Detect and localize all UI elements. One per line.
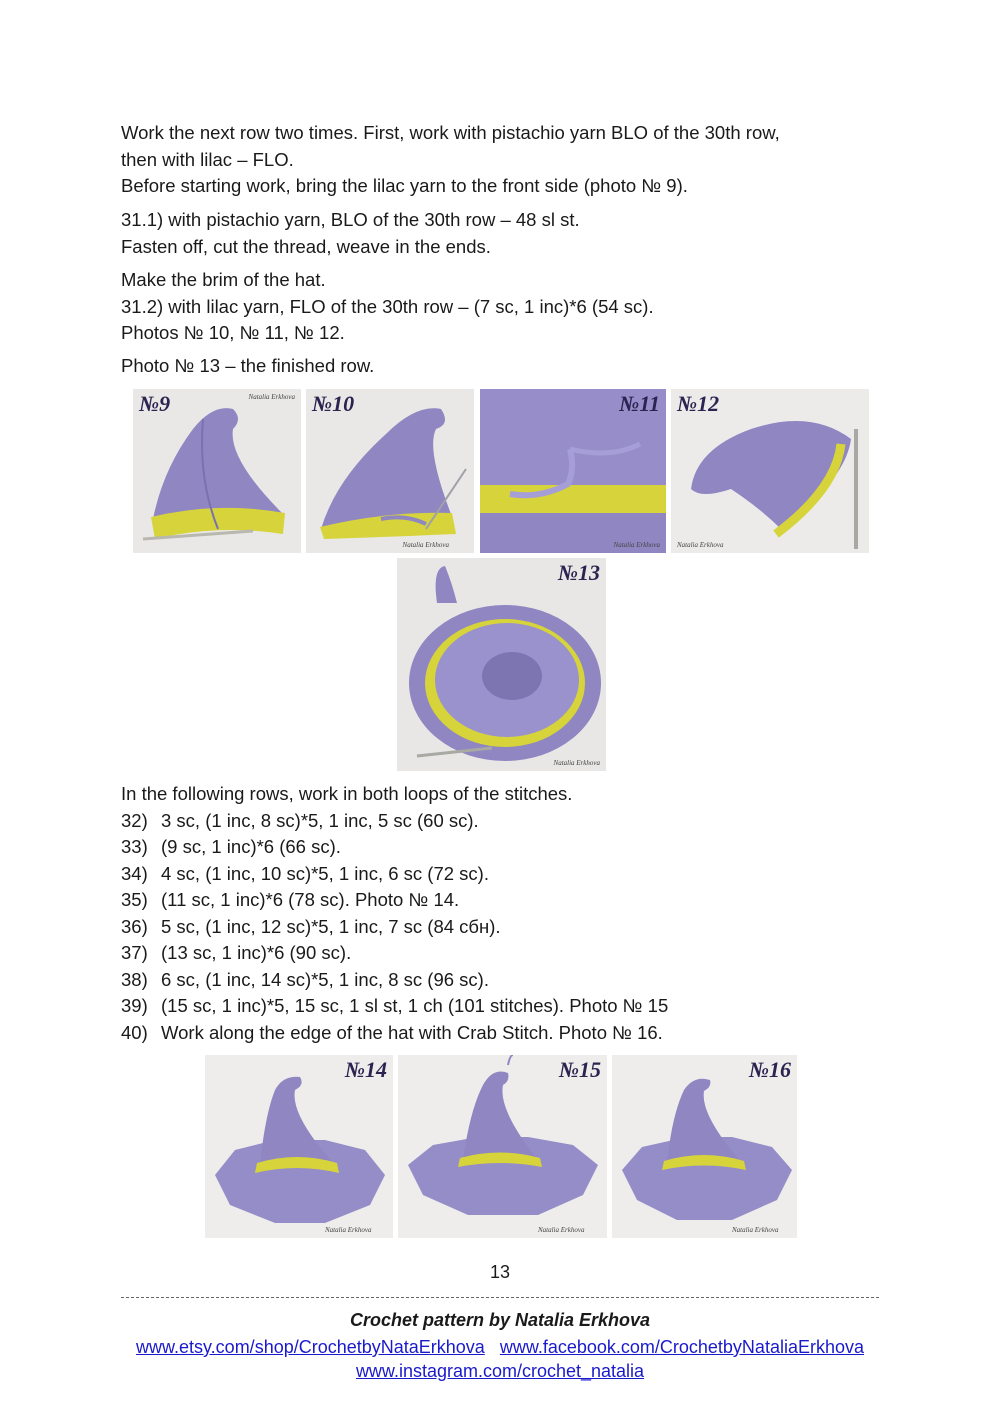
photo-9 bbox=[133, 389, 301, 553]
intro-paragraph bbox=[121, 120, 881, 200]
photo-label: №16 bbox=[748, 1057, 791, 1082]
photo-label: №13 bbox=[557, 560, 600, 585]
footer-links-row-2 bbox=[0, 1361, 1000, 1382]
watermark: Natalia Erkhova bbox=[402, 541, 449, 549]
intro-line: then with lilac – FLO. bbox=[121, 148, 294, 170]
row-item: 40) Work along the edge of the hat with Crab Stitch. Photo № 16. bbox=[121, 1021, 663, 1043]
watermark: Natalia Erkhova bbox=[248, 393, 295, 401]
row-item: 35) (11 sc, 1 inc)*6 (78 sc). Photo № 14. bbox=[121, 889, 460, 910]
finished-row-paragraph bbox=[121, 353, 881, 380]
photo-15 bbox=[398, 1055, 607, 1238]
instagram-link[interactable]: www.instagram.com/crochet_natalia bbox=[355, 1361, 645, 1381]
row-31-1-paragraph bbox=[121, 207, 881, 260]
photo-label: №10 bbox=[312, 391, 355, 416]
watermark: Natalia Erkhova bbox=[613, 541, 660, 549]
brim-heading: Make the brim of the hat. bbox=[121, 269, 326, 290]
photo-label: №14 bbox=[344, 1057, 387, 1082]
watermark: Natalia Erkhova bbox=[538, 1226, 585, 1234]
row-item: 36) 5 sc, (1 inc, 12 sc)*5, 1 inc, 7 sc (84 сбн). bbox=[121, 915, 501, 937]
intro-line: Work the next row two times. First, work with pistachio yarn BLO of the 30th row, bbox=[121, 122, 780, 143]
fasten-off-note: Fasten off, cut the thread, weave in the ends. bbox=[121, 235, 491, 257]
row-item: 37) (13 sc, 1 inc)*6 (90 sc). bbox=[121, 942, 352, 963]
photo-label: №12 bbox=[677, 391, 720, 416]
photo-13 bbox=[397, 558, 606, 771]
watermark: Natalia Erkhova bbox=[732, 1226, 779, 1234]
photo-label: №11 bbox=[619, 391, 660, 416]
photo-10 bbox=[306, 389, 474, 553]
facebook-link[interactable]: www.facebook.com/CrochetbyNataliaErkhova bbox=[499, 1337, 864, 1357]
photo-12 bbox=[671, 389, 869, 553]
row-item: 38) 6 sc, (1 inc, 14 sc)*5, 1 inc, 8 sc (96 sc). bbox=[121, 968, 489, 990]
finished-row-caption: Photo № 13 – the finished row. bbox=[121, 355, 375, 376]
row-item: 32) 3 sc, (1 inc, 8 sc)*5, 1 inc, 5 sc (60 sc). bbox=[121, 809, 479, 831]
photo-label: №9 bbox=[139, 391, 171, 416]
footer-title: Crochet pattern by Natalia Erkhova bbox=[349, 1310, 651, 1330]
row-31-2-instruction: 31.2) with lilac yarn, FLO of the 30th row – (7 sc, 1 inc)*6 (54 sc). bbox=[121, 295, 654, 317]
watermark: Natalia Erkhova bbox=[553, 759, 600, 767]
row-31-1-instruction: 31.1) with pistachio yarn, BLO of the 30th row – 48 sl st. bbox=[121, 209, 580, 230]
photo-11 bbox=[480, 389, 666, 553]
footer-links-row bbox=[0, 1337, 1000, 1358]
watermark: Natalia Erkhova bbox=[677, 541, 724, 549]
photo-label: №15 bbox=[558, 1057, 601, 1082]
etsy-link[interactable]: www.etsy.com/shop/CrochetbyNataErkhova bbox=[136, 1337, 485, 1357]
photo-14 bbox=[205, 1055, 393, 1238]
page-number: 13 bbox=[489, 1262, 511, 1282]
footer-divider bbox=[121, 1297, 879, 1298]
intro-line: Before starting work, bring the lilac yarn to the front side (photo № 9). bbox=[121, 175, 688, 196]
following-intro: In the following rows, work in both loops of the stitches. bbox=[121, 783, 573, 804]
row-item: 34) 4 sc, (1 inc, 10 sc)*5, 1 inc, 6 sc (72 sc). bbox=[121, 862, 489, 884]
watermark: Natalia Erkhova bbox=[325, 1226, 372, 1234]
photo-16 bbox=[612, 1055, 797, 1238]
row-item: 33) (9 sc, 1 inc)*6 (66 sc). bbox=[121, 836, 341, 857]
row-31-2-paragraph bbox=[121, 267, 881, 347]
rows-section bbox=[121, 781, 881, 1046]
photos-reference: Photos № 10, № 11, № 12. bbox=[121, 322, 345, 343]
row-item: 39) (15 sc, 1 inc)*5, 15 sc, 1 sl st, 1 ch (101 stitches). Photo № 15 bbox=[121, 995, 669, 1016]
